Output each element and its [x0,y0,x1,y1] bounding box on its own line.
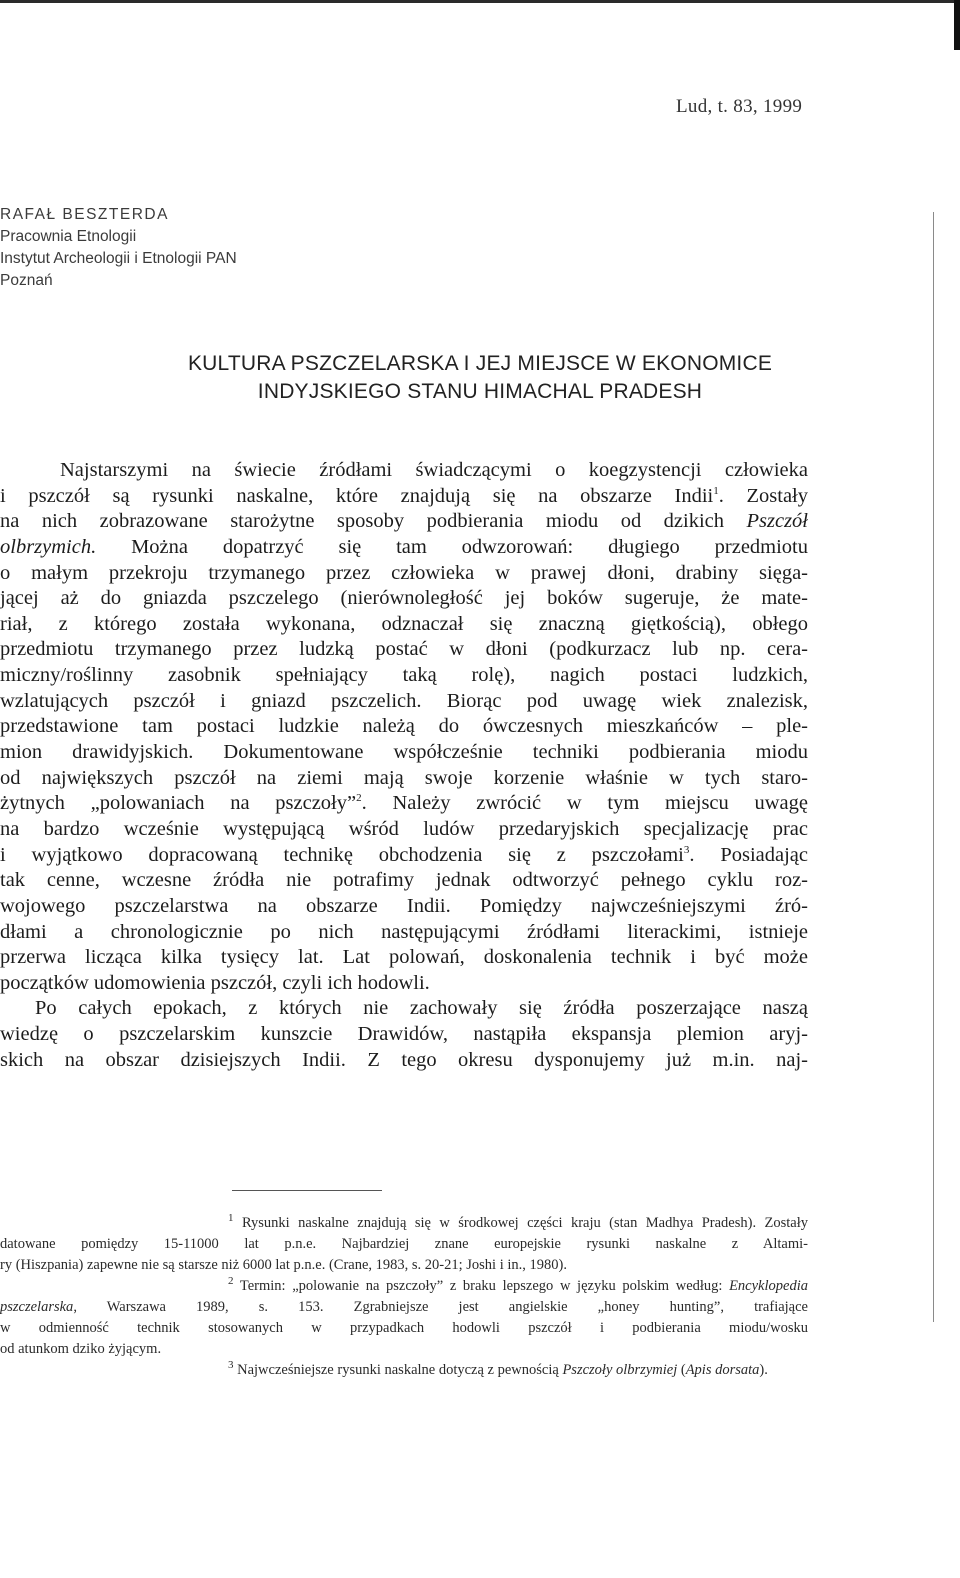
body-line-text: Najstarszymi na świecie źródłami świadczącymi o koegzystencji człowieka [60,459,808,481]
footnote-3-line [0,1360,808,1381]
body-line-text: na nich zobrazowane starożytne sposoby podbierania miodu od dzikich [0,510,747,533]
body-line [0,996,808,1022]
body-line-text: . Należy zwrócić w tym miejscu uwagę [361,792,808,815]
body-line-italic: olbrzymich. [0,535,97,558]
footnote-2-line [0,1297,808,1318]
title-line-1: KULTURA PSZCZELARSKA I JEJ MIEJSCE W EKONOMICE [187,352,773,375]
article-title [40,350,920,406]
body-line [0,535,808,561]
footnote-2-mark: 2 [228,1276,234,1288]
body-line: na bardzo wcześnie występującą wśród ludów przedaryjskich specjalizację prac [0,817,808,840]
body-line: wojowego pszczelarstwa na obszarze Indii. Pomiędzy najwcześniejszymi źró- [0,894,808,917]
body-line: przedstawione tam postaci ludzkie należą do ówczesnych mieszkańców – ple- [0,715,808,738]
running-head: Lud, t. 83, 1999 [676,96,803,117]
body-line: od największych pszczół na ziemi mają swoje korzenie właśnie w tych staro- [0,766,808,789]
footnote-separator [232,1190,382,1191]
author-block [0,204,420,292]
body-line: o małym przekroju trzymanego przez człowieka w prawej dłoni, drabiny sięga- [0,561,808,584]
body-line-text: i pszczół są rysunki naskalne, które znajdują się na obszarze Indii [0,484,714,507]
footnote-1-mark: 1 [228,1213,234,1225]
footnote-text: Najwcześniejsze rysunki naskalne dotyczą z pewnością [237,1362,563,1378]
body-line: przerwa licząca kilka tysięcy lat. Lat polowań, doskonalenia technik i być może [0,946,808,969]
body-line [0,843,808,869]
footnote-ref-2[interactable]: 2 [356,792,362,805]
body-line-text: Po całych epokach, z których nie zachowały się źródła poszerzające naszą [35,997,808,1020]
body-line: miczny/roślinny zasobnik spełniający taką rolę), nagich postaci ludzkich, [0,664,808,687]
footnote-italic: pszczelarska [0,1299,74,1315]
body-line-text: żytnych „polowaniach na pszczoły” [0,792,357,815]
body-line-text: . Posiadając [689,843,808,866]
footnote-3-mark: 3 [228,1360,234,1372]
body-line-text: i wyjątkowo dopracowaną technikę obchodzenia się z pszczołami [0,843,684,866]
footnote-text: ). [759,1362,768,1378]
footnote-ref-1[interactable]: 1 [713,484,719,497]
body-line: początków udomowienia pszczół, czyli ich hodowli. [0,971,430,994]
footnote-italic: Pszczoły olbrzymiej [562,1362,678,1378]
body-line: dłami a chronologicznie po nich następującymi źródłami literackimi, istnieje [0,920,808,943]
body-line [0,791,808,817]
body-line: wzlatujących pszczół i gniazd pszczelich. Biorąc pod uwagę wiek znalezisk, [0,689,808,712]
body-line-text: Można dopatrzyć się tam odwzorowań: długiego przedmiotu [96,535,808,558]
footnote-text: ( [677,1362,686,1378]
body-line-italic: Pszczół [746,510,808,533]
footnote-2-line: w odmienność technik stosowanych w przypadkach hodowli pszczół i podbierania miodu/wosku [0,1320,808,1336]
author-affiliation-unit: Pracownia Etnologii [0,228,137,245]
body-line: przedmiotu trzymanego przez ludzką postać w dłoni (podkurzacz lub np. cera- [0,638,808,661]
body-line [0,484,808,510]
scan-top-edge [0,0,958,3]
scan-corner-mark [954,0,960,50]
footnote-1-line [0,1213,808,1234]
footnote-2-line [0,1276,808,1297]
footnote-1-line: ry (Hiszpania) zapewne nie są starsze niż 6000 lat p.n.e. (Crane, 1983, s. 20-21; Joshi i in., 1980). [0,1257,567,1273]
body-text [0,458,808,1073]
author-affiliation-institute: Instytut Archeologii i Etnologii PAN [0,250,237,267]
footnotes [0,1213,808,1381]
scan-right-rule [933,212,934,1322]
title-line-2: INDYJSKIEGO STANU HIMACHAL PRADESH [257,380,703,403]
body-line: tak cenne, wczesne źródła nie potrafimy jednak odtworzyć pełnego cyklu roz- [0,869,808,892]
footnote-text: Termin: „polowanie na pszczoły” z braku lepszego w języku polskim według: [239,1278,730,1294]
body-line [0,509,808,535]
body-line: mion drawidyjskich. Dokumentowane współcześnie techniki podbierania miodu [0,741,808,764]
body-line: jącej aż do gniazda pszczelego (nierównoległość jej boków sugeruje, że mate- [0,587,808,610]
author-city: Poznań [0,272,53,289]
footnote-text: Rysunki naskalne znajdują się w środkowej części kraju (stan Madhya Pradesh). Zostały [241,1215,808,1231]
author-name: RAFAŁ BESZTERDA [0,206,169,223]
body-line: wiedzę o pszczelarskim kunszcie Drawidów, nastąpiła ekspansja plemion aryj- [0,1023,808,1046]
footnote-2-line: od atunkom dziko żyjącym. [0,1341,162,1357]
body-line: riał, z którego została wykonana, odznaczał się znaczną giętkością), obłego [0,612,808,635]
footnote-italic: Encyklopedia [729,1278,808,1294]
footnote-1-line: datowane pomiędzy 15-11000 lat p.n.e. Najbardziej znane europejskie rysunki naskalne z Altami- [0,1236,808,1252]
footnote-italic: Apis dorsata [685,1362,760,1378]
body-line: skich na obszar dzisiejszych Indii. Z tego okresu dysponujemy już m.in. naj- [0,1048,808,1071]
body-line-text: . Zostały [718,484,808,507]
footnote-ref-3[interactable]: 3 [683,843,690,856]
body-line [0,458,808,484]
footnote-text: , Warszawa 1989, s. 153. Zgrabniejsze jest angielskie „honey hunting”, trafiające [73,1299,808,1315]
